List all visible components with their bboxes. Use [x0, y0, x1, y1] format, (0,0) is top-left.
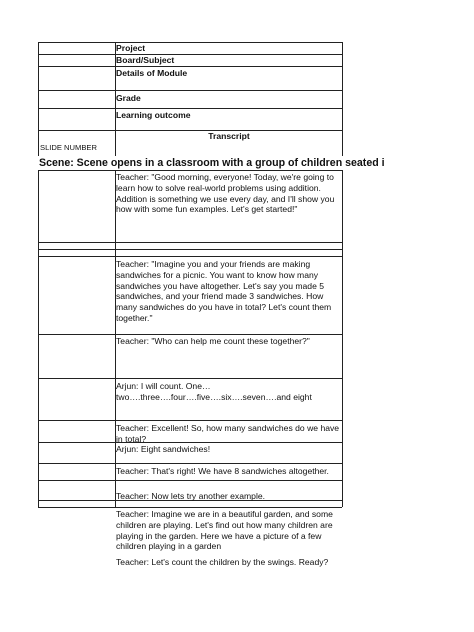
project-label: Project: [116, 43, 146, 53]
transcript-heading: Transcript: [208, 131, 250, 141]
transcript-row: Arjun: Eight sandwiches!: [116, 444, 211, 454]
details-of-module-label: Details of Module: [116, 68, 188, 78]
transcript-row: Teacher: "Good morning, everyone! Today, we're going to learn how to solve real-world problems using addition. Addition is something we use every day, and I'll show you how with some fun examples. Let's get started!": [116, 172, 337, 215]
transcript-row: Teacher: That's right! We have 8 sandwiches altogether.: [116, 466, 329, 476]
transcript-row: Teacher: "Who can help me count these together?": [116, 336, 310, 346]
transcript-row: Teacher: "Imagine you and your friends are making sandwiches for a picnic. You want to know how many sandwiches you have altogether. Let's say you made 5 sandwiches, and your friend made 3 sandwiches. How many sandwiches do you have in total? Let's count them together.": [116, 259, 334, 323]
grade-label: Grade: [116, 93, 141, 103]
transcript-row: Teacher: Let's count the children by the swings. Ready?: [116, 557, 329, 567]
scene-description: Scene: Scene opens in a classroom with a group of children seated i: [39, 157, 385, 169]
board-subject-label: Board/Subject: [116, 55, 175, 65]
transcript-table: [38, 42, 385, 598]
transcript-row: Arjun: I will count. One… two….three….four….five….six….seven….and eight: [116, 381, 312, 402]
slide-number-label: SLIDE NUMBER: [40, 143, 97, 152]
transcript-row: Teacher: Imagine we are in a beautiful garden, and some children are playing. Let's find out how many children are playing in the garden. Here we have a picture of a few children playing in a garden: [116, 509, 336, 552]
transcript-row: Teacher: Now lets try another example.: [116, 491, 266, 501]
transcript-row: Teacher: Excellent! So, how many sandwiches do we have in total?: [116, 423, 342, 444]
learning-outcome-label: Learning outcome: [116, 110, 191, 120]
